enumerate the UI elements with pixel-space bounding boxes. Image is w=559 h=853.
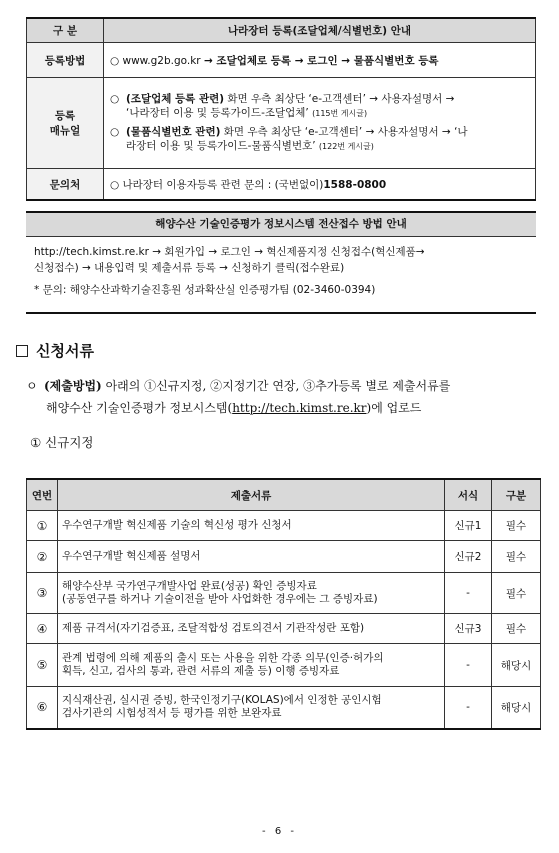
row-document [58, 644, 445, 687]
section-title: 신청서류 [36, 342, 94, 360]
table-row [27, 687, 541, 729]
documents-table [26, 478, 541, 730]
document-line: 제품 규격서(자기검증표, 조달적합성 검토의견서 기관작성란 포함) [62, 622, 365, 634]
manual-label-1: 등록 [54, 110, 76, 122]
row-document [58, 541, 445, 573]
document-line: 관계 법령에 의해 제품의 출시 또는 사용을 위한 각종 의무(인증·허가의 [62, 652, 384, 664]
manual-item-1: ○ (조달업체 등록 관련) 화면 우측 최상단 ‘e-고객센터’ → 사용자설명서 → ‘나라장터 이용 및 등록가이드-조달업체’ (115번 게시글) [110, 93, 455, 119]
method-url: www.g2b.go.kr [122, 54, 201, 67]
document-line: 해양수산부 국가연구개발사업 완료(성공) 확인 증빙자료 [62, 580, 317, 592]
row-type: 필수 [492, 511, 541, 541]
manual-cell [104, 78, 536, 169]
contact-label: 문의처 [27, 169, 104, 201]
row-form: - [445, 644, 492, 687]
row-form: - [445, 573, 492, 614]
manual-2-small: (122번 게시글) [318, 142, 374, 151]
manual-1-small: (115번 게시글) [312, 109, 368, 118]
manual-label [27, 78, 104, 169]
page-number: - 6 - [262, 826, 297, 837]
manual-1-bold: (조달업체 등록 관련) [126, 93, 225, 105]
row-form: 신규1 [445, 511, 492, 541]
row-type: 필수 [492, 541, 541, 573]
kimst-title: 해양수산 기술인증평가 정보시스템 전산접수 방법 안내 [26, 211, 536, 237]
kimst-note: * 문의: 해양수산과학기술진흥원 성과확산실 인증평가팀 (02-3460-0394) [34, 284, 376, 296]
row-number: ② [27, 541, 58, 573]
row-form: 신규2 [445, 541, 492, 573]
row-form: - [445, 687, 492, 729]
upload-prefix: 해양수산 기술인증평가 정보시스템( [46, 401, 233, 415]
submission-bold: (제출방법) [44, 379, 102, 393]
document-line: (공동연구를 하거나 기술이전을 받아 사업화한 경우에는 그 증빙자료) [62, 593, 378, 605]
subheading-new-designation: ① 신규지정 [30, 435, 94, 450]
kimst-line-1: http://tech.kimst.re.kr → 회원가입 → 로그인 → 혁신제품지정 신청접수(혁신제품→ [34, 246, 425, 258]
manual-label-2: 매뉴얼 [49, 125, 81, 137]
manual-1-text: 화면 우측 최상단 ‘e-고객센터’ → 사용자설명서 → [227, 93, 455, 105]
row-number: ① [27, 511, 58, 541]
row-document [58, 687, 445, 729]
col-document: 제출서류 [58, 479, 445, 511]
table-row [27, 644, 541, 687]
col-type: 구분 [492, 479, 541, 511]
row-type: 필수 [492, 573, 541, 614]
table-row [27, 614, 541, 644]
row-document [58, 573, 445, 614]
method-label: 등록방법 [27, 43, 104, 78]
document-line: 획득, 신고, 검사의 통과, 관련 서류의 제출 등) 이행 증빙자료 [62, 665, 340, 677]
col-form: 서식 [445, 479, 492, 511]
row-document [58, 614, 445, 644]
manual-item-2: ○ (물품식별번호 관련) 화면 우측 최상단 ‘e-고객센터’ → 사용자설명서 → ‘나 라장터 이용 및 등록가이드-물품식별번호’ (122번 게시글) [110, 126, 468, 152]
method-cell: ○ www.g2b.go.kr → 조달업체로 등록 → 로그인 → 물품식별번호 등록 [104, 43, 536, 78]
contact-cell: ○ 나라장터 이용자등록 관련 문의 : (국번없이)1588-0800 [104, 169, 536, 201]
contact-text: 나라장터 이용자등록 관련 문의 : (국번없이) [122, 178, 324, 191]
document-line: 우수연구개발 혁신제품 설명서 [62, 550, 201, 562]
g2b-registration-table [26, 17, 536, 201]
table-row [27, 541, 541, 573]
header-label: 구 분 [27, 18, 104, 43]
section-heading [16, 340, 94, 361]
contact-number: 1588-0800 [323, 178, 387, 191]
manual-2-line2: 라장터 이용 및 등록가이드-물품식별번호’ [126, 140, 316, 152]
col-no: 연번 [27, 479, 58, 511]
kimst-link[interactable]: http://tech.kimst.re.kr [232, 401, 367, 415]
row-form: 신규3 [445, 614, 492, 644]
row-number: ③ [27, 573, 58, 614]
checkbox-square-icon [16, 345, 28, 357]
manual-2-text: 화면 우측 최상단 ‘e-고객센터’ → 사용자설명서 → ‘나 [223, 126, 468, 138]
manual-2-bold: (물품식별번호 관련) [126, 126, 221, 138]
circle-bullet: ㅇ [26, 379, 38, 393]
document-line: 지식재산권, 실시권 증빙, 한국인정기구(KOLAS)에서 인정한 공인시험 [62, 694, 382, 707]
row-document [58, 511, 445, 541]
submission-intro: 아래의 ①신규지정, ②지정기간 연장, ③추가등록 별로 제출서류를 [105, 379, 451, 393]
table-row [27, 511, 541, 541]
row-number: ④ [27, 614, 58, 644]
row-type: 해당시 [492, 644, 541, 687]
method-steps: → 조달업체로 등록 → 로그인 → 물품식별번호 등록 [203, 54, 439, 67]
submission-method-paragraph [26, 375, 541, 419]
document-line: 검사기관의 시험성적서 등 평가를 위한 보완자료 [62, 707, 282, 720]
kimst-guide-box [26, 211, 536, 314]
table-row [27, 573, 541, 614]
document-line: 우수연구개발 혁신제품 기술의 혁신성 평가 신청서 [62, 519, 292, 531]
row-number: ⑤ [27, 644, 58, 687]
header-title: 나라장터 등록(조달업체/식별번호) 안내 [104, 18, 536, 43]
upload-suffix: )에 업로드 [366, 401, 422, 415]
row-number: ⑥ [27, 687, 58, 729]
kimst-line-2: 신청접수) → 내용입력 및 제출서류 등록 → 신청하기 클릭(접수완료) [34, 262, 345, 274]
row-type: 해당시 [492, 687, 541, 729]
manual-1-line2: ‘나라장터 이용 및 등록가이드-조달업체’ [126, 107, 309, 119]
row-type: 필수 [492, 614, 541, 644]
